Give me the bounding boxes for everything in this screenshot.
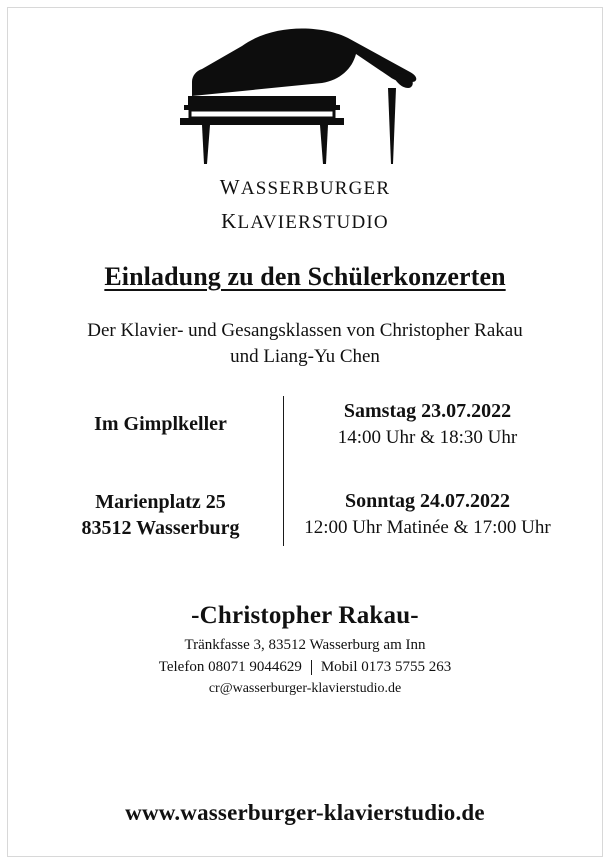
subtitle-line-2: und Liang-Yu Chen — [230, 346, 380, 368]
contact-block — [159, 602, 452, 697]
venue-name: Im Gimplkeller — [94, 413, 227, 436]
concert-date-1-title: Samstag 23.07.2022 — [343, 400, 512, 423]
logo-line-2: klavierstudio — [221, 202, 389, 236]
grand-piano-icon — [180, 24, 430, 164]
concert-date-2 — [284, 490, 558, 539]
concert-date-2-times: 12:00 Uhr Matinée & 17:00 Uhr — [304, 517, 551, 539]
contact-phone-row — [159, 659, 452, 676]
venue-city: 83512 Wasserburg — [81, 516, 240, 539]
contact-mobile: Mobil 0173 5755 263 — [320, 658, 452, 675]
contact-email[interactable]: cr@wasserburger-klavierstudio.de — [208, 680, 402, 696]
contact-phone: Telefon 08071 9044629 — [158, 658, 302, 675]
venue-street: Marienplatz 25 — [95, 490, 226, 513]
phone-separator — [311, 660, 312, 675]
event-details — [53, 396, 558, 546]
venue-address — [53, 489, 283, 541]
contact-address: Tränkfasse 3, 83512 Wasserburg am Inn — [184, 636, 426, 653]
contact-name: -Christopher Rakau- — [191, 601, 419, 629]
logo-line-1: wasserburger — [219, 168, 391, 201]
concert-date-1 — [284, 400, 558, 449]
subtitle-line-1: Der Klavier- und Gesangsklassen von Christopher Rakau — [87, 320, 523, 342]
concert-date-1-times: 14:00 Uhr & 18:30 Uhr — [337, 427, 518, 449]
website-url[interactable]: www.wasserburger-klavierstudio.de — [125, 800, 485, 825]
logo-wordmark — [220, 168, 390, 236]
logo-block — [175, 24, 435, 236]
page-title: Einladung zu den Schülerkonzerten — [104, 262, 506, 292]
subtitle — [87, 318, 522, 369]
concert-date-2-title: Sonntag 24.07.2022 — [344, 490, 511, 513]
